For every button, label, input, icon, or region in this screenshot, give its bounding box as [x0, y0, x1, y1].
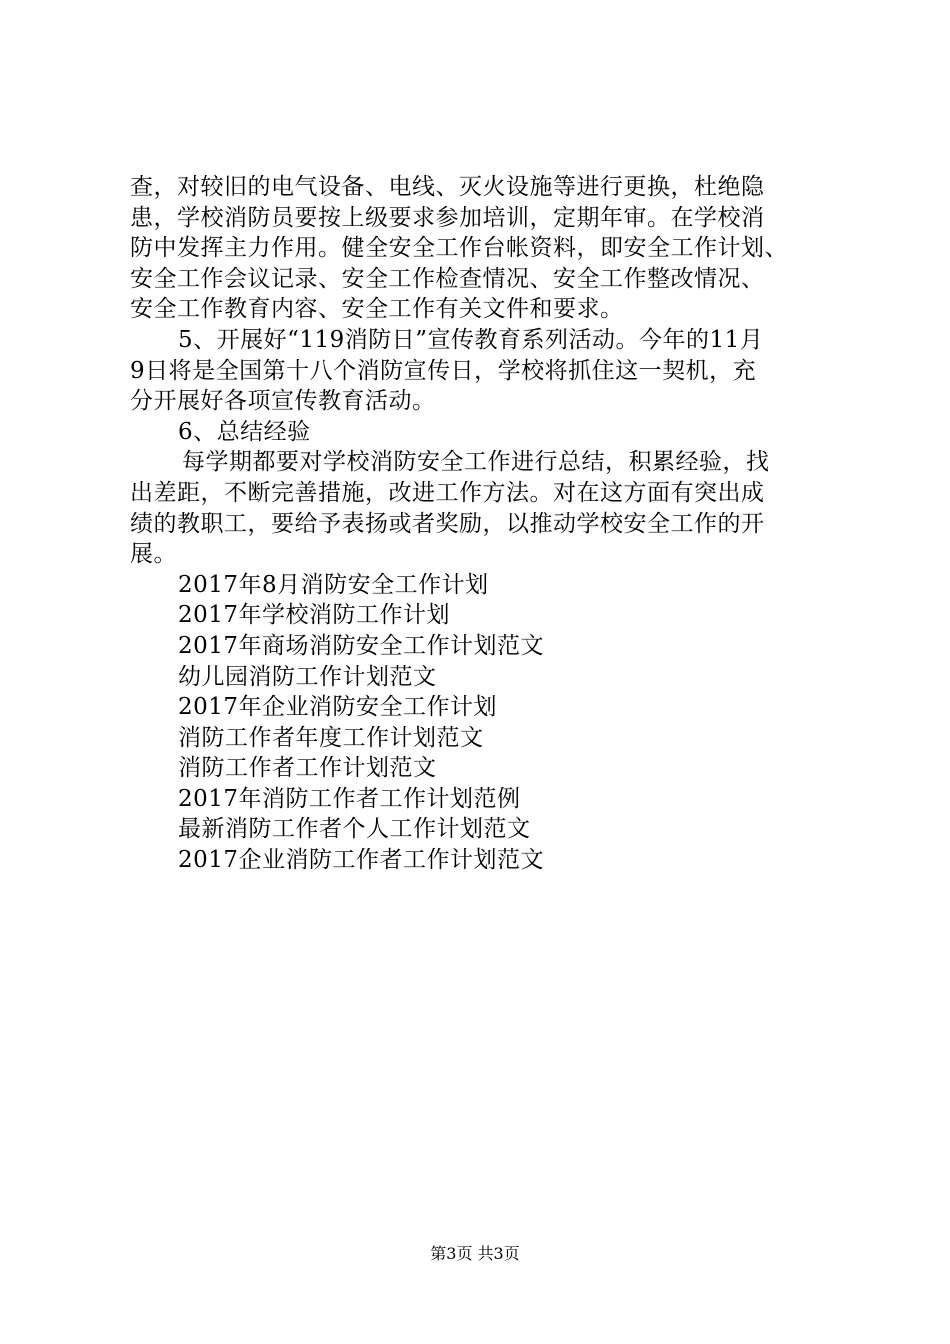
related-link[interactable]: 2017年消防工作者工作计划范例: [178, 785, 521, 812]
related-link[interactable]: 最新消防工作者个人工作计划范文: [178, 816, 531, 843]
paragraph-line: 展。: [130, 541, 177, 568]
related-link[interactable]: 2017企业消防工作者工作计划范文: [178, 847, 545, 874]
paragraph-line: 查，对较旧的电气设备、电线、灭火设施等进行更换，杜绝隐: [130, 174, 765, 200]
related-link[interactable]: 2017年8月消防安全工作计划: [178, 571, 489, 598]
related-link[interactable]: 2017年学校消防工作计划: [178, 602, 451, 629]
paragraph-line: 安全工作教育内容、安全工作有关文件和要求。: [130, 296, 624, 323]
document-content: [130, 172, 830, 876]
related-link[interactable]: 2017年商场消防安全工作计划范文: [178, 632, 545, 659]
related-link[interactable]: 消防工作者工作计划范文: [178, 755, 437, 782]
paragraph-line: 每学期都要对学校消防安全工作进行总结，积累经验，找: [182, 449, 770, 476]
section-5-heading-line: 5、开展好“119消防日”宣传教育系列活动。今年的11月: [178, 326, 764, 353]
paragraph-line: 防中发挥主力作用。健全安全工作台帐资料，即安全工作计划、: [130, 235, 788, 262]
related-link[interactable]: 2017年企业消防安全工作计划: [178, 694, 498, 721]
section-6-heading: 6、总结经验: [178, 418, 311, 445]
paragraph-line: 患，学校消防员要按上级要求参加培训，定期年审。在学校消: [130, 204, 765, 231]
related-link[interactable]: 幼儿园消防工作计划范文: [178, 663, 437, 690]
paragraph-line: 出差距，不断完善措施，改进工作方法。对在这方面有突出成: [130, 479, 765, 506]
page-footer: 第3页 共3页: [430, 1244, 520, 1263]
paragraph-line: 分开展好各项宣传教育活动。: [130, 388, 436, 415]
related-link[interactable]: 消防工作者年度工作计划范文: [178, 724, 484, 751]
paragraph-line: 9日将是全国第十八个消防宣传日，学校将抓住这一契机，充: [130, 357, 757, 384]
paragraph-line: 绩的教职工，要给予表扬或者奖励，以推动学校安全工作的开: [130, 510, 765, 537]
paragraph-line: 安全工作会议记录、安全工作检查情况、安全工作整改情况、: [130, 265, 765, 292]
